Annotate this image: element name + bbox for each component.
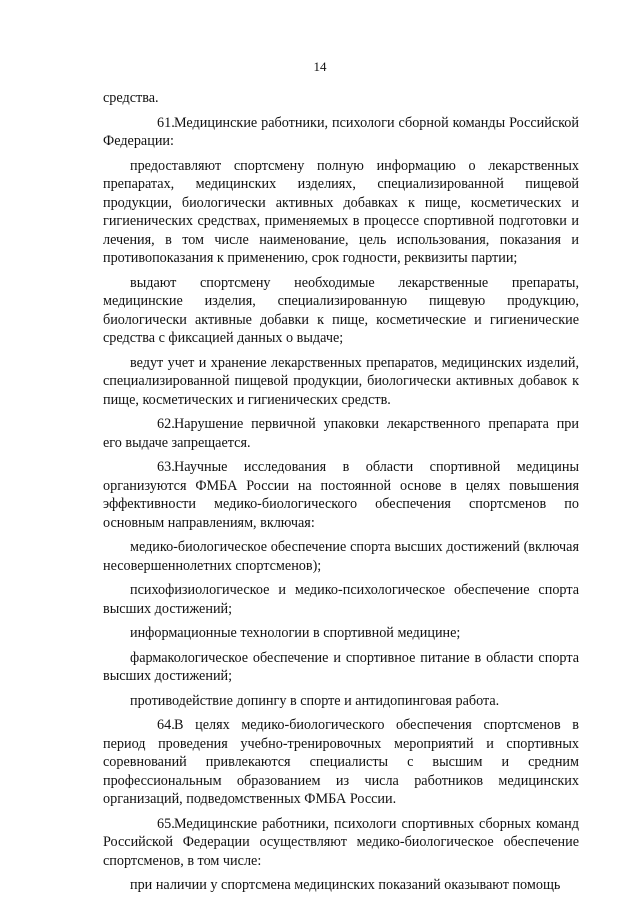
clause-number: 61. (157, 114, 175, 131)
paragraph-61: 61.Медицинские работники, психологи сборной команды Российской Федерации: (103, 114, 579, 149)
paragraph-61-item-2: выдают спортсмену необходимые лекарственные препараты, медицинские изделия, специализированную пищевую продукцию, биологически активные добавки к пище, косметические и гигиенические средства с фиксацией данных о выдаче; (103, 274, 579, 346)
page-number: 14 (313, 59, 327, 74)
paragraph-63-item-4: фармакологическое обеспечение и спортивное питание в области спорта высших достижений; (103, 649, 579, 684)
clause-number: 62. (157, 416, 175, 432)
paragraph-63-item-2: психофизиологическое и медико-психологическое обеспечение спорта высших достижений; (103, 582, 579, 617)
paragraph-63-item-1: медико-биологическое обеспечение спорта высших достижений (включая несовершеннолетних спортсменов); (103, 539, 579, 574)
document-body (103, 89, 579, 901)
paragraph-63-item-5: противодействие допингу в спорте и антидопинговая работа. (130, 692, 500, 709)
clause-number: 64. (157, 717, 175, 733)
paragraph-65-item-1: при наличии у спортсмена медицинских показаний оказывают помощь (130, 877, 561, 893)
paragraph-61-item-1: предоставляют спортсмену полную информацию о лекарственных препаратах, медицинских изделиях, специализированной пищевой продукции, биологически активных добавках к пище, косметических и гигиенических средствах, применяемых в процессе спортивной подготовки и лечения, в том числе наименование, цель использования, показания и противопоказания к применению, срок годности, реквизиты партии; (103, 157, 579, 266)
paragraph-62: 62.Нарушение первичной упаковки лекарственного препарата при его выдаче запрещается. (103, 416, 579, 451)
paragraph-61-item-3: ведут учет и хранение лекарственных препаратов, медицинских изделий, специализированной пищевой продукции, биологически активных добавок к пище, косметических и гигиенических средств. (103, 354, 579, 408)
paragraph-continuation: средства. (103, 90, 159, 106)
clause-number: 65. (157, 815, 175, 832)
paragraph-65: 65.Медицинские работники, психологи спортивных сборных команд Российской Федерации осуществляют медико-биологическое обеспечение спортсменов, в том числе: (103, 815, 579, 869)
clause-number: 63. (157, 459, 175, 475)
paragraph-64: 64.В целях медико-биологического обеспечения спортсменов в период проведения учебно-тренировочных мероприятий и спортивных соревнований привлекаются специалисты с высшим и средним профессиональным образованием из числа работников медицинских организаций, подведомственных ФМБА России. (103, 717, 579, 807)
paragraph-63-item-3: информационные технологии в спортивной медицине; (130, 625, 461, 641)
paragraph-63: 63.Научные исследования в области спортивной медицины организуются ФМБА России на постоянной основе в целях повышения эффективности медико-биологического обеспечения спортсменов по основным направлениям, включая: (103, 459, 579, 531)
